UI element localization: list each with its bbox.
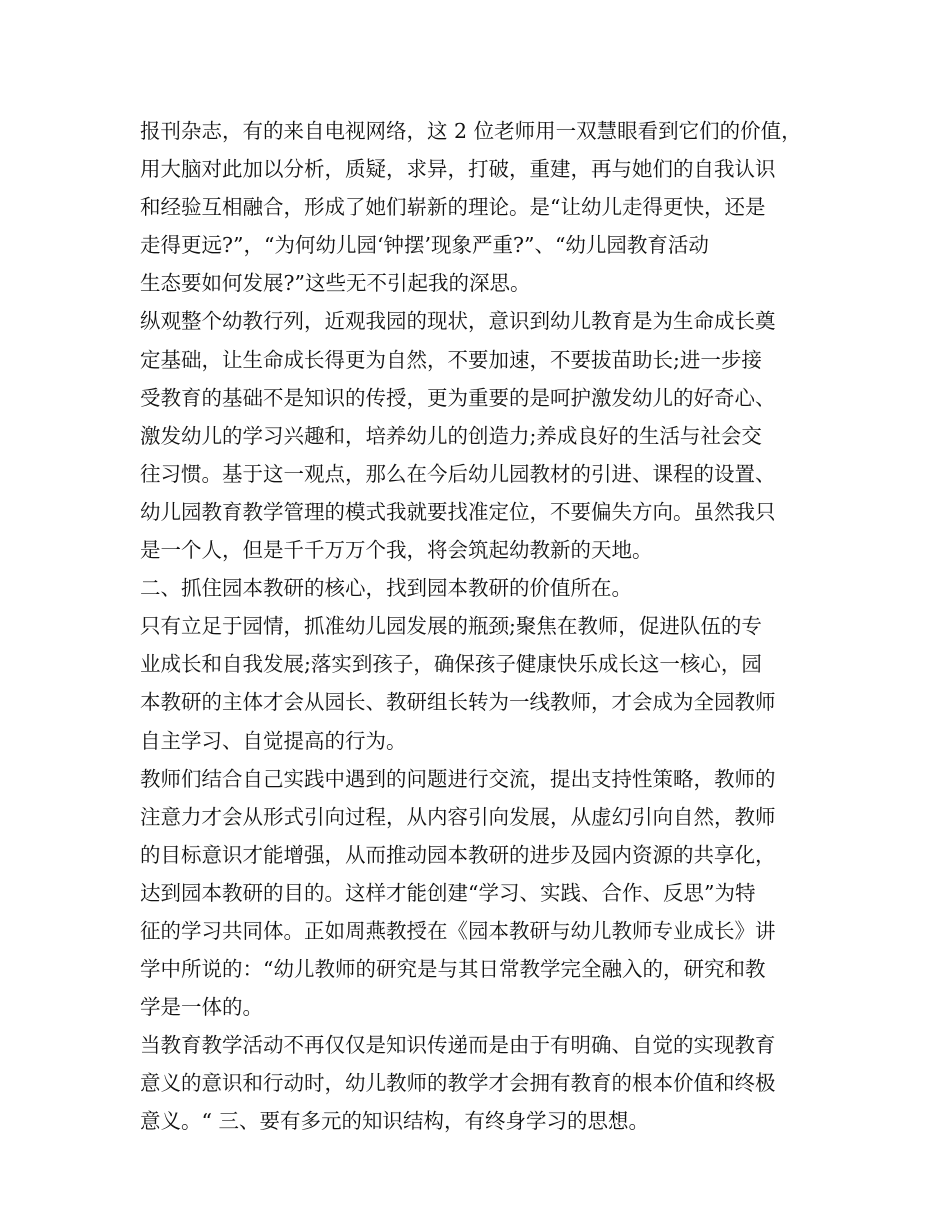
paragraph [140,112,840,302]
paragraph [140,1026,840,1140]
paragraph [140,569,840,607]
text-line: 二、抓住园本教研的核心，找到园本教研的价值所在。 [140,576,632,601]
text-line: 教师们结合自己实践中遇到的问题进行交流，提出支持性策略，教师的 [140,766,776,791]
text-line: 生态要如何发展?”这些无不引起我的深思。 [140,271,531,296]
text-line: 学中所说的：“幼儿教师的研究是与其日常教学完全融入的，研究和教 [140,957,766,982]
text-line: 和经验互相融合，形成了她们崭新的理论。是“让幼儿走得更快，还是 [140,195,766,220]
text-line: 幼儿园教育教学管理的模式我就要找准定位，不要偏失方向。虽然我只 [140,499,776,524]
paragraph [140,607,840,759]
text-line: 往习惯。基于这一观点，那么在今后幼儿园教材的引进、课程的设置、 [140,461,776,486]
text-line: 学是一体的。 [140,995,263,1020]
text-line: 受教育的基础不是知识的传授，更为重要的是呵护激发幼儿的好奇心、 [140,385,776,410]
text-line: 只有立足于园情，抓准幼儿园发展的瓶颈;聚焦在教师，促进队伍的专 [140,614,762,639]
text-line: 报刊杂志，有的来自电视网络，这 2 位老师用一双慧眼看到它们的价值， [140,119,802,143]
text-line: 是一个人，但是千千万万个我，将会筑起幼教新的天地。 [140,538,653,563]
text-line: 当教育教学活动不再仅仅是知识传递而是由于有明确、自觉的实现教育 [140,1033,776,1058]
text-line: 走得更远?”，“为何幼儿园‘钟摆’现象严重?”、“幼儿园教育活动 [140,233,709,258]
text-line: 定基础，让生命成长得更为自然，不要加速，不要拔苗助长;进一步接 [140,347,762,372]
text-line: 意义。“ 三、要有多元的知识结构，有终身学习的思想。 [140,1109,649,1134]
text-line: 纵观整个幼教行列，近观我园的现状，意识到幼儿教育是为生命成长奠 [140,309,776,334]
text-line: 激发幼儿的学习兴趣和，培养幼儿的创造力;养成良好的生活与社会交 [140,423,762,448]
paragraph [140,760,840,1027]
text-line: 意义的意识和行动时，幼儿教师的教学才会拥有教育的根本价值和终极 [140,1071,776,1096]
text-line: 达到园本教研的目的。这样才能创建“学习、实践、合作、反思”为特 [140,880,756,905]
text-line: 注意力才会从形式引向过程，从内容引向发展，从虚幻引向自然，教师 [140,804,776,829]
paragraph [140,302,840,569]
text-line: 自主学习、自觉提高的行为。 [140,728,407,753]
text-line: 用大脑对此加以分析，质疑，求异，打破，重建，再与她们的自我认识 [140,157,776,182]
text-line: 征的学习共同体。正如周燕教授在《园本教研与幼儿教师专业成长》讲 [140,918,776,943]
document-body [140,112,840,1141]
text-line: 的目标意识才能增强，从而推动园本教研的进步及园内资源的共享化， [140,842,776,867]
text-line: 本教研的主体才会从园长、教研组长转为一线教师，才会成为全园教师 [140,690,776,715]
text-line: 业成长和自我发展;落实到孩子，确保孩子健康快乐成长这一核心，园 [140,652,762,677]
